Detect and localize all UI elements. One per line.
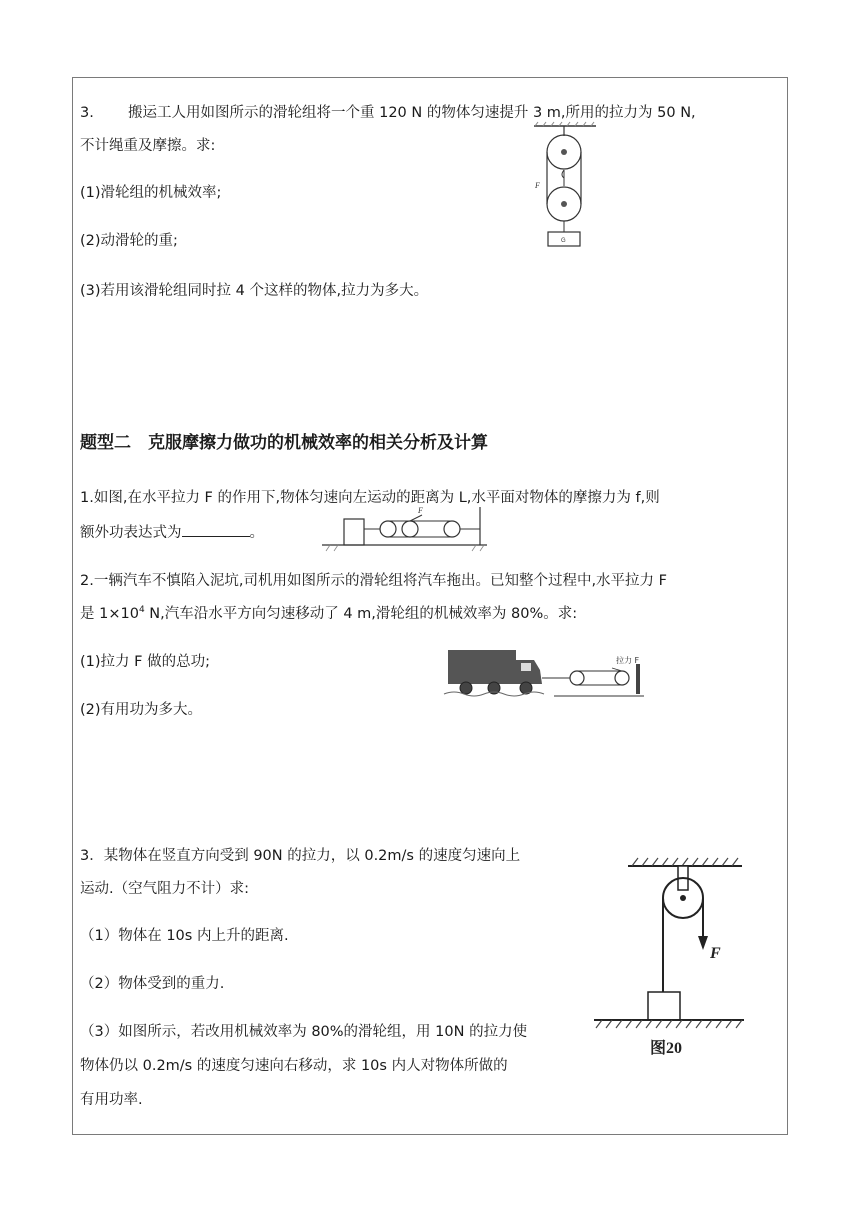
q3-number: 3. <box>80 105 94 121</box>
fig1-force-label: F <box>535 181 540 190</box>
s2-q2-line2-b: N,汽车沿水平方向匀速移动了 4 m,滑轮组的机械效率为 80%。求: <box>144 606 578 622</box>
s2-q2-line2 <box>80 604 577 624</box>
s2-q1-line2 <box>80 522 264 543</box>
q3-part1: (1)滑轮组的机械效率; <box>80 185 222 201</box>
s2-q3-part1: （1）物体在 10s 内上升的距离. <box>80 928 289 944</box>
s2-q1-line1: 1.如图,在水平拉力 F 的作用下,物体匀速向左运动的距离为 L,水平面对物体的摩擦力为 f,则 <box>80 490 660 506</box>
exponent: 4 <box>138 605 145 616</box>
fixed-pulley-figure <box>592 852 744 1062</box>
s2-q3-line2: 运动.（空气阻力不计）求: <box>80 881 249 897</box>
fig1-weight-label: G <box>561 238 566 244</box>
s2-q3-part3-line1: （3）如图所示，若改用机械效率为 80%的滑轮组，用 10N 的拉力使 <box>80 1024 528 1040</box>
q3-part3: (3)若用该滑轮组同时拉 4 个这样的物体,拉力为多大。 <box>80 283 429 299</box>
q3-line2: 不计绳重及摩擦。求: <box>80 138 216 154</box>
fig2-force-label: F <box>418 506 423 515</box>
q3-line1: 搬运工人用如图所示的滑轮组将一个重 120 N 的物体匀速提升 3 m,所用的拉力为 50 N, <box>128 105 696 121</box>
figure-caption: 图20 <box>650 1040 683 1057</box>
section-heading: 题型二 克服摩擦力做功的机械效率的相关分析及计算 <box>80 433 488 453</box>
s2-q3-part3-line3: 有用功率. <box>80 1092 143 1108</box>
q3-part2: (2)动滑轮的重; <box>80 233 178 249</box>
s2-q3-part2: （2）物体受到的重力. <box>80 976 225 992</box>
fig4-force-label: F <box>710 945 721 962</box>
truck-pulley-figure <box>444 646 644 700</box>
s2-q1-line2-suffix: 。 <box>249 525 264 541</box>
s2-q3-line1: 3．某物体在竖直方向受到 90N 的拉力，以 0.2m/s 的速度匀速向上 <box>80 848 521 864</box>
s2-q2-line2-a: 是 1×10 <box>80 606 139 622</box>
s2-q3-part3-line2: 物体仍以 0.2m/s 的速度匀速向右移动，求 10s 内人对物体所做的 <box>80 1058 508 1074</box>
s2-q2-part2: (2)有用功为多大。 <box>80 702 203 718</box>
s2-q2-line1: 2.一辆汽车不慎陷入泥坑,司机用如图所示的滑轮组将汽车拖出。已知整个过程中,水平拉力 F <box>80 573 667 589</box>
horizontal-pulley-figure <box>322 505 487 551</box>
answer-blank <box>182 522 250 537</box>
pulley-block-figure <box>530 122 600 252</box>
fig3-label: 拉力 F <box>616 656 640 665</box>
s2-q2-part1: (1)拉力 F 做的总功; <box>80 654 210 670</box>
s2-q1-line2-prefix: 额外功表达式为 <box>80 525 182 541</box>
